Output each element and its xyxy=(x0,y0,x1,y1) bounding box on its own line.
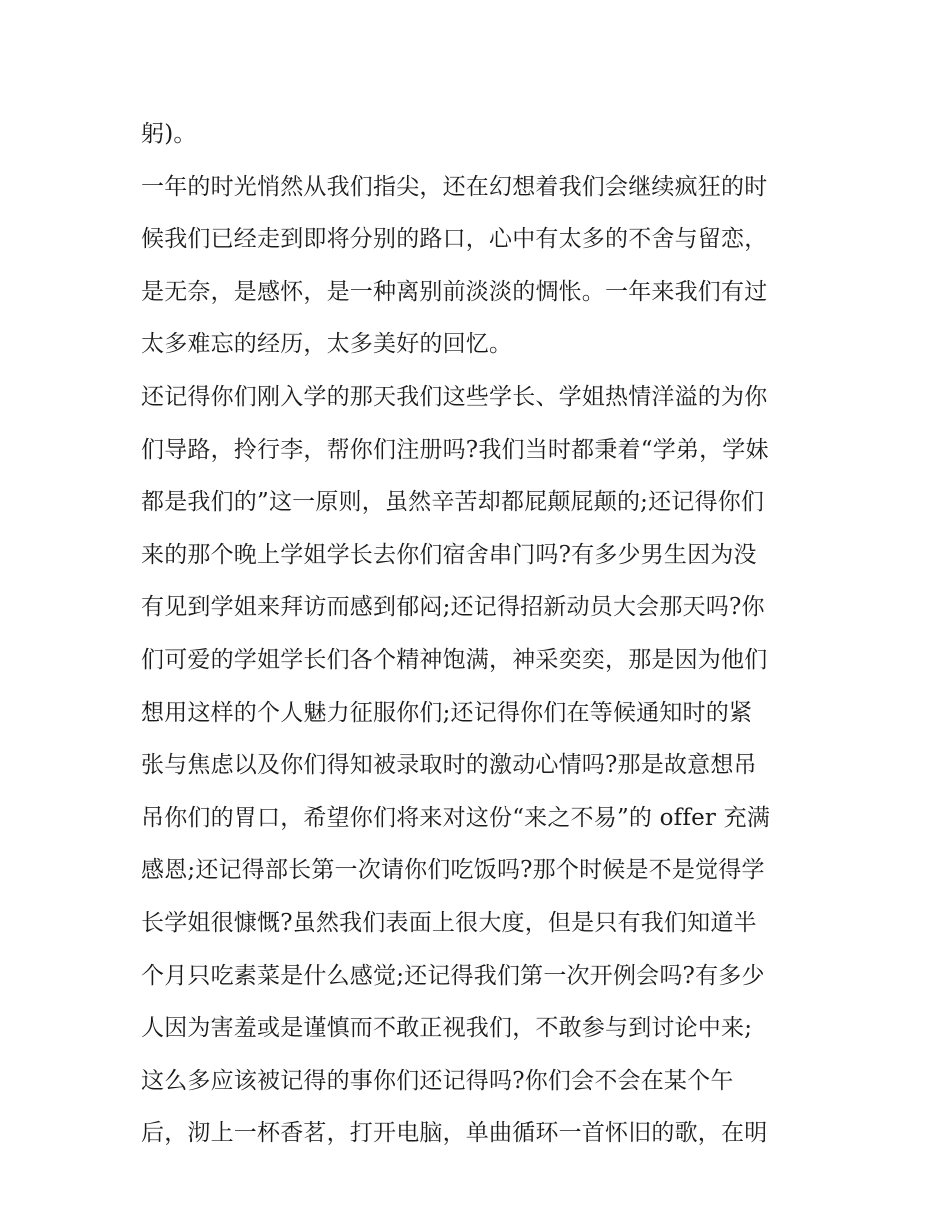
text-line: 有见到学姐来拜访而感到郁闷;还记得招新动员大会那天吗?你 xyxy=(141,594,765,621)
text-line: 人因为害羞或是谨慎而不敢正视我们，不敢参与到讨论中来; xyxy=(141,1015,753,1042)
text-line: 躬)。 xyxy=(141,121,197,147)
text-line: 太多难忘的经历，太多美好的回忆。 xyxy=(141,331,513,358)
text-line: 是无奈，是感怀，是一种离别前淡淡的惆怅。一年来我们有过 xyxy=(141,278,768,305)
text-line: 张与焦虑以及你们得知被录取时的激动心情吗?那是故意想吊 xyxy=(141,752,757,779)
text-line: 想用这样的个人魅力征服你们;还记得你们在等候通知时的紧 xyxy=(141,699,753,726)
text-line: 都是我们的”这一原则，虽然辛苦却都屁颠屁颠的;还记得你们 xyxy=(141,489,765,516)
text-line: 们导路，拎行李，帮你们注册吗?我们当时都秉着“学弟，学妹 xyxy=(141,436,769,463)
body-text xyxy=(141,108,821,1160)
text-line: 来的那个晚上学姐学长去你们宿舍串门吗?有多少男生因为没 xyxy=(141,541,757,568)
text-line: 感恩;还记得部长第一次请你们吃饭吗?那个时候是不是觉得学 xyxy=(141,857,765,884)
text-line: 一年的时光悄然从我们指尖，还在幻想着我们会继续疯狂的时 xyxy=(141,173,768,200)
text-line: 吊你们的胃口，希望你们将来对这份“来之不易”的 offer 充满 xyxy=(141,804,771,831)
text-line: 候我们已经走到即将分别的路口，心中有太多的不舍与留恋， xyxy=(141,226,768,253)
text-line: 们可爱的学姐学长们各个精神饱满，神采奕奕，那是因为他们 xyxy=(141,646,768,673)
text-line: 后，沏上一杯香茗，打开电脑，单曲循环一首怀旧的歌，在明 xyxy=(141,1120,768,1147)
text-line: 长学姐很慷慨?虽然我们表面上很大度，但是只有我们知道半 xyxy=(141,909,757,936)
text-line: 个月只吃素菜是什么感觉;还记得我们第一次开例会吗?有多少 xyxy=(141,962,765,989)
text-line: 这么多应该被记得的事你们还记得吗?你们会不会在某个午 xyxy=(141,1067,734,1094)
text-line: 还记得你们刚入学的那天我们这些学长、学姐热情洋溢的为你 xyxy=(141,383,768,410)
